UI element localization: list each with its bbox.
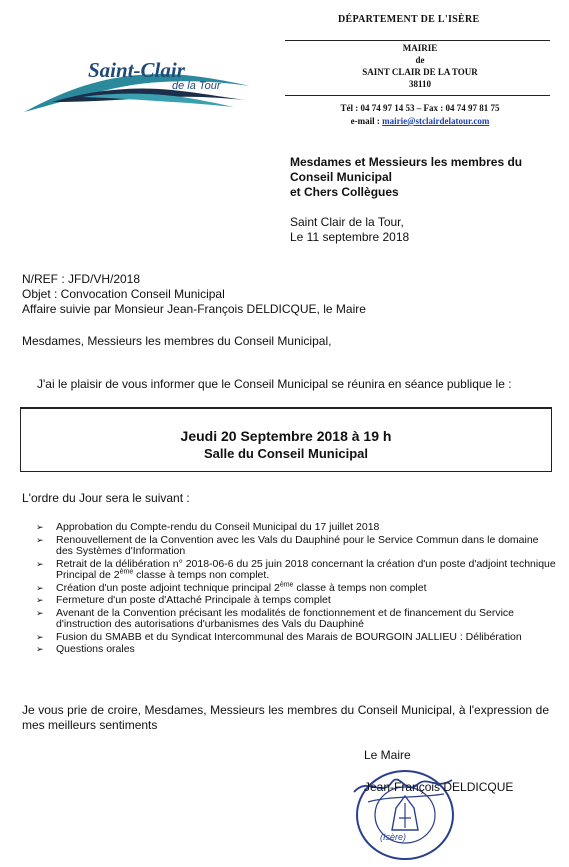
department-title: DÉPARTEMENT DE L'ISÈRE — [338, 14, 480, 25]
references-block — [22, 272, 366, 317]
subject-line: Objet : Convocation Conseil Municipal — [22, 287, 225, 301]
addressee-line: et Chers Collègues — [290, 185, 399, 199]
closing-paragraph: Je vous prie de croire, Mesdames, Messieurs les membres du Conseil Municipal, à l'expression de mes meilleurs sentiments — [22, 703, 549, 732]
arrow-bullet-icon: ➢ — [36, 595, 44, 605]
email-line — [285, 115, 555, 128]
logo-title: Saint-Clair — [88, 58, 185, 82]
agenda-item: ➢ Renouvellement de la Convention avec les Vals du Dauphiné pour le Service Commun dans le domaine des Systèmes d'Information — [36, 533, 539, 557]
signature-title: Le Maire — [364, 748, 411, 762]
logo-subtitle: de la Tour — [172, 80, 221, 92]
agenda-item: ➢ Fermeture d'un poste d'Attaché Principale à temps complet — [36, 594, 331, 606]
place-line: Saint Clair de la Tour, — [290, 215, 404, 229]
agenda-item: ➢ Retrait de la délibération n° 2018-06-6 du 25 juin 2018 concernant la création d'un poste d'adjoint technique Principal de 2ème classe à temps non complet. — [36, 557, 556, 581]
agenda-item: ➢ Création d'un poste adjoint technique principal 2ème classe à temps non complet — [36, 581, 427, 594]
arrow-bullet-icon: ➢ — [36, 582, 44, 593]
place-date-block — [290, 215, 409, 245]
agenda-item: ➢ Questions orales — [36, 643, 135, 655]
mairie-line: de — [415, 55, 425, 65]
agenda-intro: L'ordre du Jour sera le suivant : — [22, 491, 190, 505]
contact-block — [285, 102, 555, 128]
mairie-line: MAIRIE — [402, 43, 438, 53]
arrow-bullet-icon: ➢ — [36, 534, 44, 545]
meeting-date: Jeudi 20 Septembre 2018 à 19 h — [180, 428, 392, 444]
agenda-list — [36, 522, 556, 657]
signature-name: Jean-François DELDICQUE — [364, 780, 514, 794]
email-label: e-mail : — [350, 116, 380, 126]
mairie-block — [285, 42, 555, 90]
arrow-bullet-icon: ➢ — [36, 631, 44, 642]
intro-paragraph: J'ai le plaisir de vous informer que le Conseil Municipal se réunira en séance publique le : — [37, 377, 512, 391]
followed-by-line: Affaire suivie par Monsieur Jean-François DELDICQUE, le Maire — [22, 302, 366, 316]
agenda-item: ➢ Approbation du Compte-rendu du Conseil Municipal du 17 juillet 2018 — [36, 521, 380, 533]
arrow-bullet-icon: ➢ — [36, 607, 44, 618]
header-rule-top — [285, 40, 550, 41]
addressee-line: Conseil Municipal — [290, 170, 393, 184]
agenda-item: ➢ Fusion du SMABB et du Syndicat Intercommunal des Marais de BOURGOIN JALLIEU : Délibération — [36, 630, 522, 643]
phone-fax: Tél : 04 74 97 14 53 – Fax : 04 74 97 81 75 — [340, 103, 500, 113]
arrow-bullet-icon: ➢ — [36, 558, 44, 569]
addressee-block — [290, 155, 522, 200]
email-link[interactable]: mairie@stclairdelatour.com — [382, 116, 490, 126]
reference-line: N/REF : JFD/VH/2018 — [22, 272, 141, 286]
header-rule-bottom — [285, 95, 550, 96]
arrow-bullet-icon: ➢ — [36, 644, 44, 654]
date-line: Le 11 septembre 2018 — [290, 230, 410, 244]
mairie-line: SAINT CLAIR DE LA TOUR — [362, 67, 478, 77]
arrow-bullet-icon: ➢ — [36, 522, 44, 532]
mairie-line: 38110 — [408, 79, 431, 89]
agenda-item: ➢ Avenant de la Convention précisant les modalités de fonctionnement et de financement du Service d'instruction des autorisations d'urbanismes des Vals du Dauphiné — [36, 606, 515, 630]
salutation: Mesdames, Messieurs les membres du Conseil Municipal, — [22, 334, 332, 348]
stamp-bottom-text: (Isère) — [380, 832, 407, 842]
meeting-location: Salle du Conseil Municipal — [204, 446, 368, 461]
handwritten-signature — [348, 768, 458, 828]
addressee-line: Mesdames et Messieurs les membres du — [290, 155, 523, 169]
